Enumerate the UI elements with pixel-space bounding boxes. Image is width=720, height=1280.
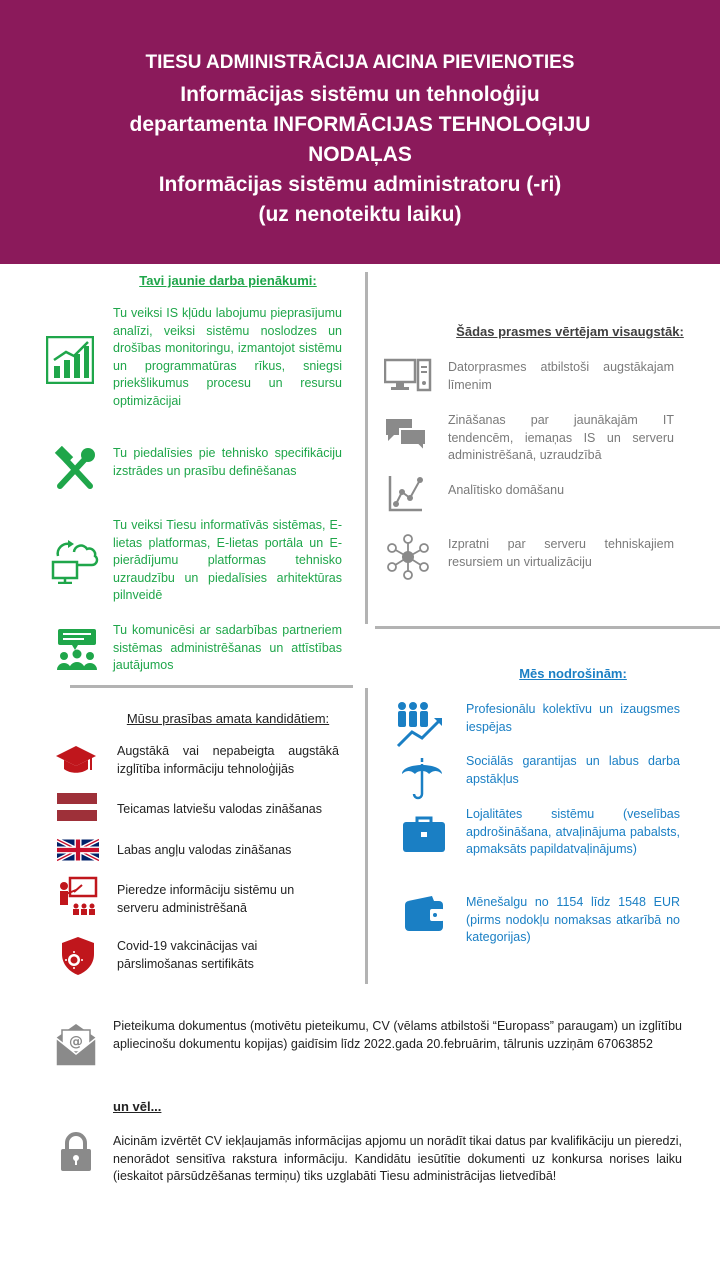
mail-icon xyxy=(54,1022,98,1068)
duty-item-3: Tu veiksi Tiesu informatīvās sistēmas, E-lietas platformas, E-lietas portāla un E-pierādījumu platformas tehnisko uzraudzību un piedalīsies arhitektūras pilnveidē xyxy=(113,518,342,602)
offer-item-1: Profesionālu kolektīvu un izaugsmes iespējas xyxy=(466,702,680,734)
duties-title: Tavi jaunie darba pienākumi: xyxy=(139,273,317,288)
svg-text:@: @ xyxy=(69,1034,83,1050)
graduation-cap-icon xyxy=(55,744,97,776)
header-line-1: TIESU ADMINISTRĀCIJA AICINA PIEVIENOTIES xyxy=(145,52,575,73)
header-line-6: (uz nenoteiktu laiku) xyxy=(258,203,462,226)
analytics-icon xyxy=(388,474,424,512)
requirement-item-2: Teicamas latviešu valodas zināšanas xyxy=(117,802,322,816)
uk-flag-icon xyxy=(57,838,99,862)
latvia-flag-icon xyxy=(57,793,97,821)
duty-item-1: Tu veiksi IS kļūdu labojumu pieprasījumu analīzi, veiksi sistēmu noslodzes un drošības monitoringu, izmantojot sistēmu un programmatūras rīkus, sniegsi priekšlikumus procesu un resursu optimizācijai xyxy=(113,306,342,408)
skill-item-2: Zināšanas par jaunākajām IT tendencēm, iemaņas IS un serveru administrēšanā, uzraudzībā xyxy=(448,413,674,462)
header-line-2: Informācijas sistēmu un tehnoloģiju xyxy=(180,83,540,106)
header-title xyxy=(90,80,630,230)
offer-title: Mēs nodrošinām: xyxy=(519,666,627,681)
header-line-5: Informācijas sistēmu administratoru (-ri) xyxy=(158,173,562,196)
requirements-title: Mūsu prasības amata kandidātiem: xyxy=(126,711,330,726)
virus-shield-icon xyxy=(60,936,96,976)
umbrella-icon xyxy=(400,756,444,800)
skill-item-3: Analītisko domāšanu xyxy=(448,483,565,497)
requirement-item-5: Covid-19 vakcinācijas vai pārslimošanas sertifikāts xyxy=(117,939,258,971)
center-divider-bottom xyxy=(365,688,368,984)
briefcase-icon xyxy=(402,814,446,854)
offer-item-2: Sociālās garantijas un labus darba apstākļus xyxy=(466,754,680,786)
header-line-4: NODAĻAS xyxy=(308,143,412,166)
duty-item-4: Tu komunicēsi ar sadarbības partneriem sistēmas administrēšanas un attīstības jautājumos xyxy=(113,623,342,672)
page-header xyxy=(0,0,720,264)
computer-icon xyxy=(384,358,432,392)
team-growth-icon xyxy=(396,700,444,748)
right-divider xyxy=(375,626,720,629)
apply-text: Pieteikuma dokumentus (motivētu pieteikumu, CV (vēlams atbilstoši “Europass” paraugam) un izglītību apliecinošu dokumentu kopijas) gaidīsim līdz 2022.gada 20.februārim, tālrunis uzziņām 67063852 xyxy=(113,1019,682,1051)
wallet-icon xyxy=(404,895,444,933)
hammer-wrench-icon xyxy=(52,446,98,492)
duty-item-2: Tu piedalīsies pie tehnisko specifikāciju izstrādes un prasību definēšanas xyxy=(113,446,342,478)
chart-growth-icon xyxy=(46,336,94,384)
cloud-sync-icon xyxy=(50,534,100,584)
team-communication-icon xyxy=(56,628,98,670)
requirement-item-3: Labas angļu valodas zināšanas xyxy=(117,843,292,857)
more-title: un vēl... xyxy=(113,1099,162,1114)
skills-title: Šādas prasmes vērtējam visaugstāk: xyxy=(456,324,684,339)
requirement-item-4: Pieredze informāciju sistēmu un serveru administrēšanā xyxy=(117,883,295,915)
skill-item-1: Datorprasmes atbilstoši augstākajam līmenim xyxy=(448,360,674,392)
network-icon xyxy=(386,534,430,580)
skill-item-4: Izpratni par serveru tehniskajiem resursiem un virtualizāciju xyxy=(448,537,674,569)
lock-icon xyxy=(60,1132,92,1172)
offer-item-3: Lojalitātes sistēmu (veselības apdrošināšana, atvaļinājuma pabalsts, apmaksāts papildatvaļinājums) xyxy=(466,807,680,856)
offer-item-4: Mēnešalgu no 1154 līdz 1548 EUR (pirms nodokļu nomaksas atkarībā no kategorijas) xyxy=(466,895,680,944)
center-divider-top xyxy=(365,272,368,624)
privacy-text: Aicinām izvērtēt CV iekļaujamās informācijas apjomu un norādīt tikai datus par kvalifikāciju un pieredzi, nenorādot sensitīva rakstura informāciju. Kandidātu iesūtītie dokumenti uz konkursa norises laiku (ieskaitot pārsūdzēšanas termiņu) tiks uzglabāti Tiesu administrācijas lietvedībā! xyxy=(113,1134,683,1183)
presenter-icon xyxy=(56,876,100,916)
header-line-3: departamenta INFORMĀCIJAS TEHNOLOĢIJU xyxy=(129,113,591,136)
left-divider xyxy=(70,685,353,688)
requirement-item-1: Augstākā vai nepabeigta augstākā izglītība informāciju tehnoloģijās xyxy=(117,744,339,776)
chat-bubbles-icon xyxy=(384,417,428,451)
